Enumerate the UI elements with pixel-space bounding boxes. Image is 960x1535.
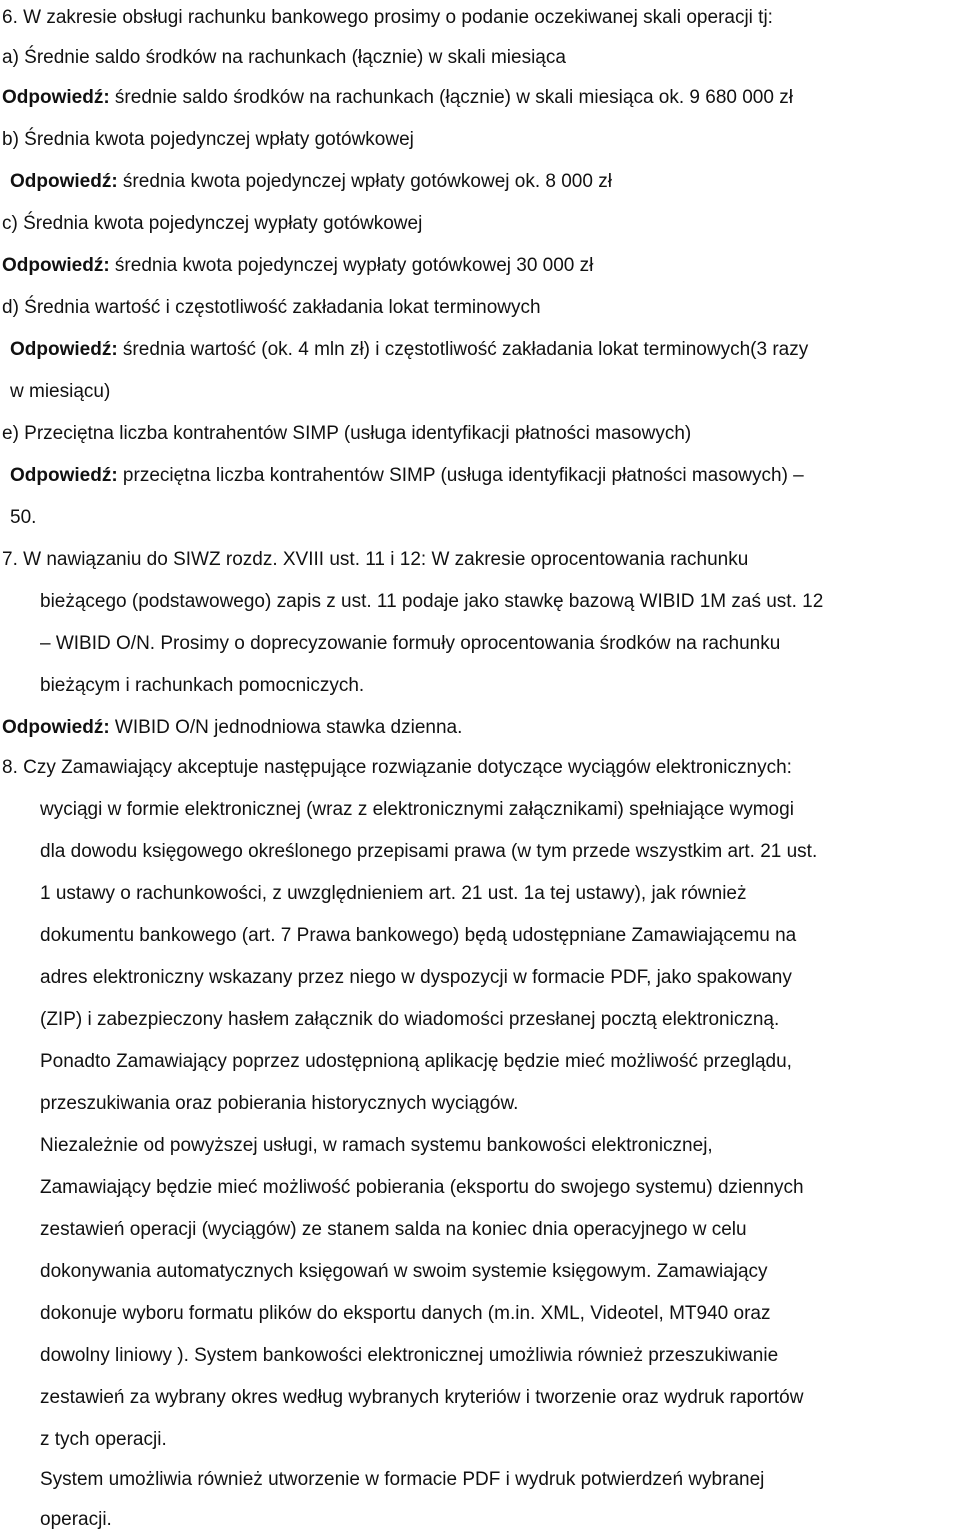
answer-text: przeciętna liczba kontrahentów SIMP (usługa identyfikacji płatności masowych) – bbox=[117, 465, 804, 486]
q6-c-question: c) Średnia kwota pojedynczej wypłaty gotówkowej bbox=[2, 213, 423, 234]
q8-line: System umożliwia również utworzenie w formacie PDF i wydruk potwierdzeń wybranej bbox=[40, 1469, 765, 1490]
answer-label: Odpowiedź: bbox=[10, 339, 118, 360]
q7-line2: bieżącego (podstawowego) zapis z ust. 11 podaje jako stawkę bazową WIBID 1M zaś ust. 12 bbox=[40, 591, 824, 612]
q6-d-answer-line2: w miesiącu) bbox=[10, 381, 111, 402]
q8-line: zestawień operacji (wyciągów) ze stanem salda na koniec dnia operacyjnego w celu bbox=[40, 1219, 747, 1240]
q8-line: dokumentu bankowego (art. 7 Prawa bankowego) będą udostępniane Zamawiającemu na bbox=[40, 925, 797, 946]
answer-text: średnia kwota pojedynczej wpłaty gotówkowej ok. 8 000 zł bbox=[117, 171, 612, 192]
q8-line: operacji. bbox=[40, 1509, 112, 1530]
answer-label: Odpowiedź: bbox=[2, 87, 110, 108]
q6-d-answer-line1 bbox=[10, 338, 808, 362]
q8-line: dokonuje wyboru formatu plików do eksportu danych (m.in. XML, Videotel, MT940 oraz bbox=[40, 1303, 771, 1324]
answer-label: Odpowiedź: bbox=[2, 717, 110, 738]
answer-text: średnie saldo środków na rachunkach (łącznie) w skali miesiąca ok. 9 680 000 zł bbox=[109, 87, 793, 108]
q8-line: z tych operacji. bbox=[40, 1429, 167, 1450]
q7-line1: 7. W nawiązaniu do SIWZ rozdz. XVIII ust. 11 i 12: W zakresie oprocentowania rachunku bbox=[2, 549, 749, 570]
q8-line: dokonywania automatycznych księgowań w swoim systemie księgowym. Zamawiający bbox=[40, 1261, 768, 1282]
q6-e-question: e) Przeciętna liczba kontrahentów SIMP (usługa identyfikacji płatności masowych) bbox=[2, 423, 692, 444]
q8-line: Ponadto Zamawiający poprzez udostępnioną aplikację będzie mieć możliwość przeglądu, bbox=[40, 1051, 792, 1072]
q6-title: 6. W zakresie obsługi rachunku bankowego prosimy o podanie oczekiwanej skali operacji tj: bbox=[2, 7, 773, 28]
q8-line: zestawień za wybrany okres według wybranych kryteriów i tworzenie oraz wydruk raportów bbox=[40, 1387, 804, 1408]
answer-label: Odpowiedź: bbox=[10, 465, 118, 486]
q8-line: (ZIP) i zabezpieczony hasłem załącznik do wiadomości przesłanej pocztą elektroniczną. bbox=[40, 1009, 780, 1030]
answer-text: średnia kwota pojedynczej wypłaty gotówkowej 30 000 zł bbox=[109, 255, 594, 276]
q8-line: 1 ustawy o rachunkowości, z uwzględnieniem art. 21 ust. 1a tej ustawy), jak również bbox=[40, 883, 747, 904]
q8-line: wyciągi w formie elektronicznej (wraz z elektronicznymi załącznikami) spełniające wymogi bbox=[40, 799, 794, 820]
q8-line: Niezależnie od powyższej usługi, w ramach systemu bankowości elektronicznej, bbox=[40, 1135, 713, 1156]
q8-line: 8. Czy Zamawiający akceptuje następujące rozwiązanie dotyczące wyciągów elektronicznych: bbox=[2, 757, 792, 778]
q6-c-answer bbox=[2, 254, 593, 278]
q8-line: przeszukiwania oraz pobierania historycznych wyciągów. bbox=[40, 1093, 519, 1114]
answer-text: WIBID O/N jednodniowa stawka dzienna. bbox=[109, 717, 463, 738]
q8-line: dla dowodu księgowego określonego przepisami prawa (w tym przede wszystkim art. 21 ust. bbox=[40, 841, 818, 862]
q6-b-answer bbox=[10, 170, 612, 194]
q7-answer bbox=[2, 716, 462, 740]
q8-line: adres elektroniczny wskazany przez niego w dyspozycji w formacie PDF, jako spakowany bbox=[40, 967, 792, 988]
q6-b-question: b) Średnia kwota pojedynczej wpłaty gotówkowej bbox=[2, 129, 414, 150]
q7-line4: bieżącym i rachunkach pomocniczych. bbox=[40, 675, 365, 696]
q8-line: dowolny liniowy ). System bankowości elektronicznej umożliwia również przeszukiwanie bbox=[40, 1345, 779, 1366]
q6-e-answer-line1 bbox=[10, 464, 804, 488]
answer-text: średnia wartość (ok. 4 mln zł) i częstotliwość zakładania lokat terminowych(3 razy bbox=[117, 339, 809, 360]
q8-line: Zamawiający będzie mieć możliwość pobierania (eksportu do swojego systemu) dziennych bbox=[40, 1177, 804, 1198]
answer-label: Odpowiedź: bbox=[2, 255, 110, 276]
q6-e-answer-line2: 50. bbox=[10, 507, 37, 528]
answer-label: Odpowiedź: bbox=[10, 171, 118, 192]
q6-a-answer bbox=[2, 86, 793, 110]
q6-d-question: d) Średnia wartość i częstotliwość zakładania lokat terminowych bbox=[2, 297, 541, 318]
q7-line3: – WIBID O/N. Prosimy o doprecyzowanie formuły oprocentowania środków na rachunku bbox=[40, 633, 781, 654]
q6-a-question: a) Średnie saldo środków na rachunkach (łącznie) w skali miesiąca bbox=[2, 47, 566, 68]
